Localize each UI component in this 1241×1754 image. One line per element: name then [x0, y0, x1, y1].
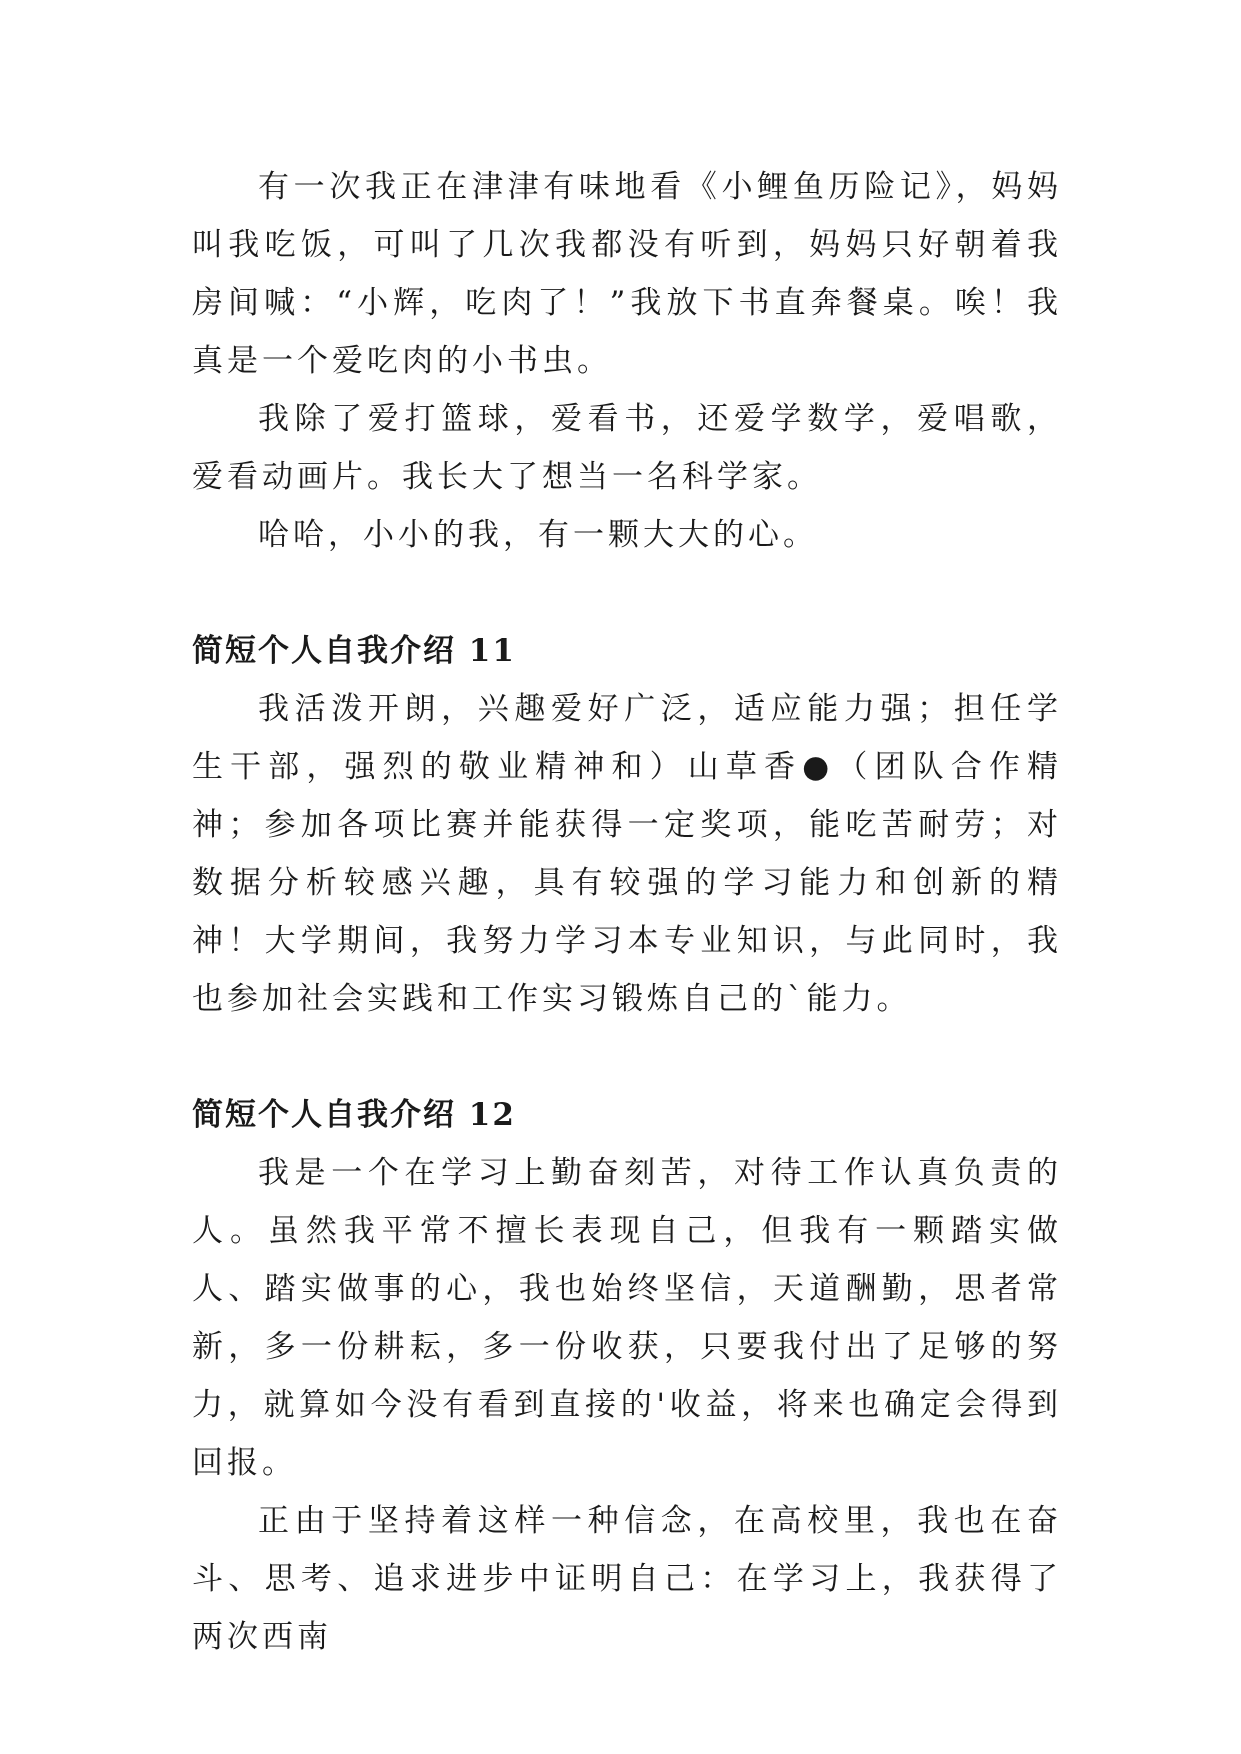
paragraph: 我是一个在学习上勤奋刻苦，对待工作认真负责的人。虽然我平常不擅长表现自己，但我有一颗踏实做人、踏实做事的心，我也始终坚信，天道酬勤，思者常新，多一份耕耘，多一份收获，只要我付出了足够的努力，就算如今没有看到直接的'收益，将来也确定会得到回报。: [192, 1155, 1062, 1481]
section-heading: 简短个人自我介绍 12: [192, 1097, 516, 1133]
document-page: [192, 158, 1062, 1666]
paragraph: 我活泼开朗，兴趣爱好广泛，适应能力强；担任学生干部，强烈的敬业精神和）山草香●（团队合作精神；参加各项比赛并能获得一定奖项，能吃苦耐劳；对数据分析较感兴趣，具有较强的学习能力和创新的精神！大学期间，我努力学习本专业知识，与此同时，我也参加社会实践和工作实习锻炼自己的`能力。: [192, 691, 1062, 1017]
section-gap: [192, 1028, 1062, 1086]
paragraph: 正由于坚持着这样一种信念，在高校里，我也在奋斗、思考、追求进步中证明自己：在学习上，我获得了两次西南: [192, 1503, 1062, 1655]
paragraph: 我除了爱打篮球，爱看书，还爱学数学，爱唱歌，爱看动画片。我长大了想当一名科学家。: [192, 401, 1062, 495]
section-heading: 简短个人自我介绍 11: [192, 633, 516, 669]
section-gap: [192, 564, 1062, 622]
paragraph: 哈哈，小小的我，有一颗大大的心。: [258, 517, 818, 553]
paragraph: 有一次我正在津津有味地看《小鲤鱼历险记》，妈妈叫我吃饭，可叫了几次我都没有听到，妈妈只好朝着我房间喊：“小辉，吃肉了！”我放下书直奔餐桌。唉！我真是一个爱吃肉的小书虫。: [192, 169, 1062, 379]
